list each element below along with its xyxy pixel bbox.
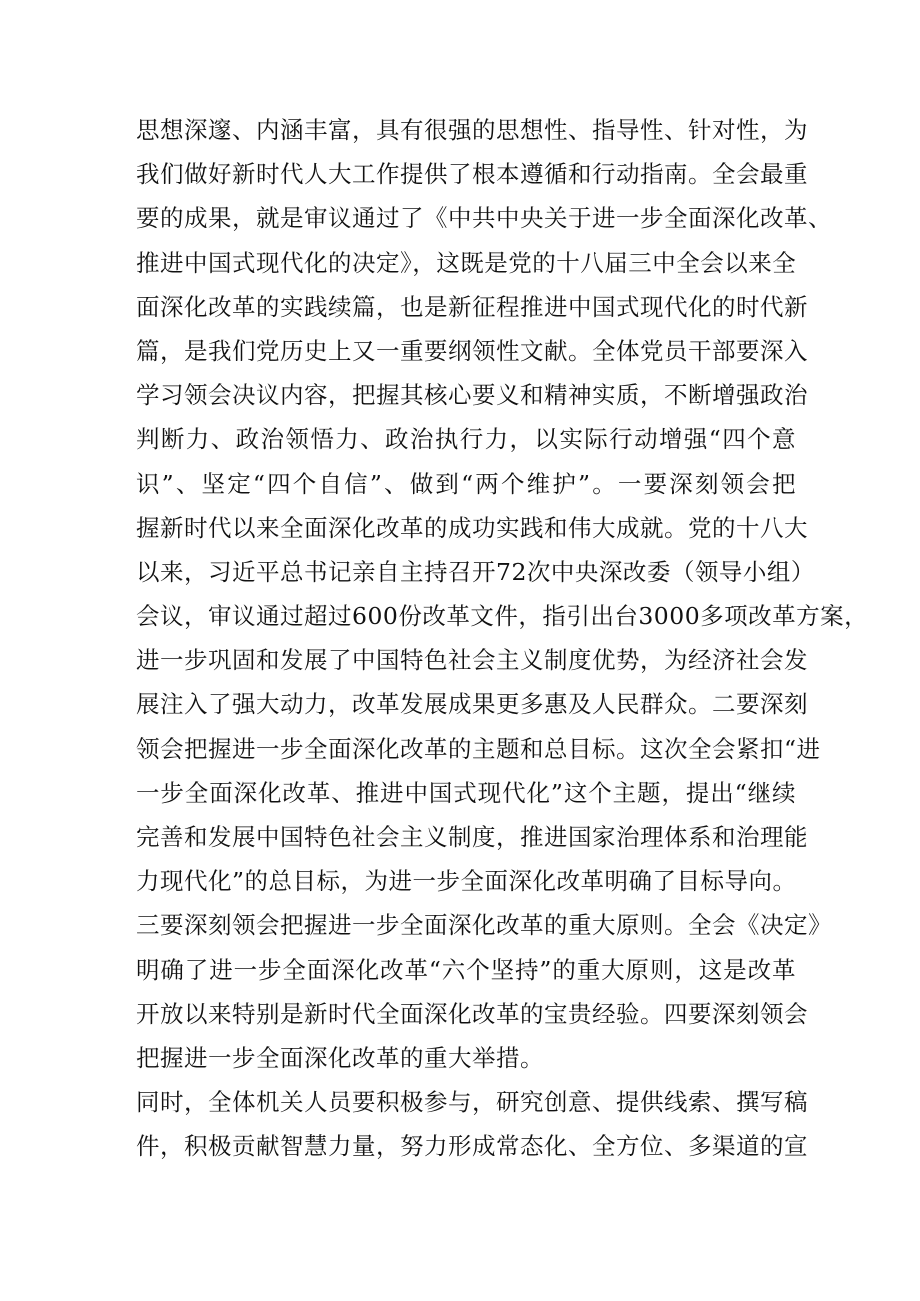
text-line: 把握进一步全面深化改革的重大举措。 bbox=[136, 1043, 544, 1072]
text-line: 识”、坚定“四个自信”、做到“两个维护”。一要深刻领会把 bbox=[136, 469, 796, 498]
paragraph bbox=[136, 1080, 808, 1168]
text-line: 我们做好新时代人大工作提供了根本遵循和行动指南。全会最重 bbox=[136, 160, 808, 189]
text-line: 会议，审议通过超过600份改革文件，指引出台3000多项改革方案， bbox=[136, 602, 869, 631]
text-line: 学习领会决议内容，把握其核心要义和精神实质，不断增强政治 bbox=[136, 381, 808, 410]
text-line: 领会把握进一步全面深化改革的主题和总目标。这次全会紧扣“进 bbox=[136, 734, 821, 763]
text-line: 力现代化”的总目标，为进一步全面深化改革明确了目标导向。 bbox=[136, 867, 797, 896]
text-line: 要的成果，就是审议通过了《中共中央关于进一步全面深化改革、 bbox=[136, 204, 832, 233]
text-line: 同时，全体机关人员要积极参与，研究创意、提供线索、撰写稿 bbox=[136, 1088, 808, 1117]
text-line: 进一步巩固和发展了中国特色社会主义制度优势，为经济社会发 bbox=[136, 646, 808, 675]
text-line: 以来，习近平总书记亲自主持召开72次中央深改委（领导小组） bbox=[136, 557, 815, 586]
text-line: 明确了进一步全面深化改革“六个坚持”的重大原则，这是改革 bbox=[136, 955, 796, 984]
text-line: 件，积极贡献智慧力量，努力形成常态化、全方位、多渠道的宣 bbox=[136, 1132, 808, 1161]
text-line: 完善和发展中国特色社会主义制度，推进国家治理体系和治理能 bbox=[136, 823, 808, 851]
text-line: 思想深邃、内涵丰富，具有很强的思想性、指导性、针对性，为 bbox=[136, 116, 808, 144]
text-line: 一步全面深化改革、推进中国式现代化”这个主题，提出“继续 bbox=[136, 778, 796, 807]
text-line: 开放以来特别是新时代全面深化改革的宝贵经验。四要深刻领会 bbox=[136, 999, 808, 1028]
text-line: 握新时代以来全面深化改革的成功实践和伟大成就。党的十八大 bbox=[136, 513, 808, 542]
text-line: 三要深刻领会把握进一步全面深化改革的重大原则。全会《决定》 bbox=[136, 911, 832, 940]
text-line: 展注入了强大动力，改革发展成果更多惠及人民群众。二要深刻 bbox=[136, 690, 808, 719]
text-line: 篇，是我们党历史上又一重要纲领性文献。全体党员干部要深入 bbox=[136, 336, 808, 365]
text-line: 面深化改革的实践续篇，也是新征程推进中国式现代化的时代新 bbox=[136, 292, 808, 321]
paragraph bbox=[136, 108, 869, 1080]
document-body bbox=[136, 108, 869, 1169]
text-line: 推进中国式现代化的决定》，这既是党的十八届三中全会以来全 bbox=[136, 248, 797, 277]
text-line: 判断力、政治领悟力、政治执行力，以实际行动增强“四个意 bbox=[136, 425, 796, 454]
